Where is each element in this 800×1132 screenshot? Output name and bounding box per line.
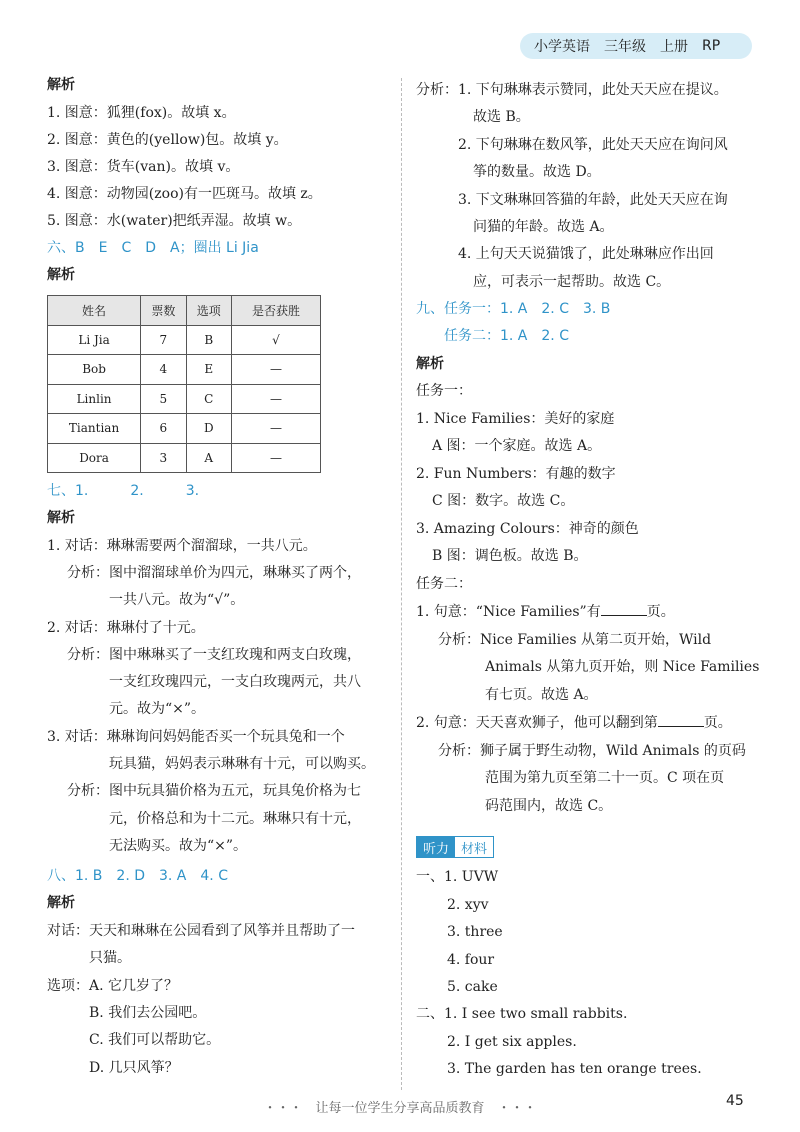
text-line: 3. The garden has ten orange trees. xyxy=(447,1061,702,1077)
table-row xyxy=(48,384,321,414)
text-line: 一、1. UVW xyxy=(416,869,499,885)
listening-material-badge xyxy=(416,836,494,858)
header-grade: 三年级 xyxy=(604,39,646,55)
table-cell: Tiantian xyxy=(48,414,141,444)
table-cell: — xyxy=(231,384,320,414)
table-cell: A xyxy=(186,443,231,473)
text-line: 对话：天天和琳琳在公园看到了风筝并且帮助了一 xyxy=(47,923,355,939)
section-heading: 解析 xyxy=(47,267,75,283)
text-line xyxy=(416,602,675,622)
question-text-end: 页。 xyxy=(703,715,732,731)
table-cell: — xyxy=(231,355,320,385)
question-text-end: 页。 xyxy=(646,604,675,620)
text-line: 2. 对话：琳琳付了十元。 xyxy=(47,620,205,636)
table-cell: — xyxy=(231,443,320,473)
text-line: 1. 图意：狐狸(fox)。故填 x。 xyxy=(47,105,236,121)
answer-line: 九、任务一：1. A 2. C 3. B xyxy=(416,301,611,317)
text-line: 码范围内，故选 C。 xyxy=(485,798,613,814)
answer-line: 八、1. B 2. D 3. A 4. C xyxy=(47,868,228,884)
table-row xyxy=(48,325,321,355)
text-line: 分析：1. 下句琳琳表示赞同，此处天天应在提议。 xyxy=(416,82,728,98)
table-header-cell: 姓名 xyxy=(48,296,141,326)
table-row xyxy=(48,355,321,385)
table-cell: Bob xyxy=(48,355,141,385)
header-badge xyxy=(520,33,752,59)
text-line: 4. 上句天天说猫饿了，此处琳琳应作出回 xyxy=(458,246,714,262)
section-heading: 解析 xyxy=(416,356,444,372)
table-cell: Li Jia xyxy=(48,325,141,355)
section-heading: 解析 xyxy=(47,510,75,526)
column-divider xyxy=(401,78,402,1090)
table-cell: 6 xyxy=(141,414,186,444)
text-line xyxy=(416,713,732,733)
text-line: 3. 对话：琳琳询问妈妈能否买一个玩具兔和一个 xyxy=(47,729,345,745)
answer-line: 任务二：1. A 2. C xyxy=(444,328,569,344)
text-line: 分析：图中玩具猫价格为五元，玩具兔价格为七 xyxy=(67,783,361,799)
answer-blank xyxy=(658,713,704,727)
table-header-cell: 票数 xyxy=(141,296,186,326)
table-row xyxy=(48,414,321,444)
table-header-cell: 选项 xyxy=(186,296,231,326)
text-line: 分析：图中溜溜球单价为四元，琳琳买了两个， xyxy=(67,565,361,581)
text-line: 一支红玫瑰四元，一支白玫瑰两元，共八 xyxy=(109,674,361,690)
table-cell: 4 xyxy=(141,355,186,385)
badge-material: 材料 xyxy=(455,837,493,857)
text-line: 应，可表示一起帮助。故选 C。 xyxy=(473,274,671,290)
answer-blank xyxy=(601,602,647,616)
text-line: 只猫。 xyxy=(89,950,131,966)
text-line: C. 我们可以帮助它。 xyxy=(89,1032,221,1048)
text-line: 分析：图中琳琳买了一支红玫瑰和两支白玫瑰， xyxy=(67,647,361,663)
text-line: 元。故为“×”。 xyxy=(109,701,206,717)
text-line: 玩具猫，妈妈表示琳琳有十元，可以购买。 xyxy=(109,756,375,772)
text-line: C 图：数字。故选 C。 xyxy=(432,493,575,509)
badge-listening: 听力 xyxy=(417,837,455,857)
text-line: 筝的数量。故选 D。 xyxy=(473,164,601,180)
text-line: 故选 B。 xyxy=(473,109,530,125)
text-line: 分析：狮子属于野生动物，Wild Animals 的页码 xyxy=(438,743,746,759)
text-line: Animals 从第九页开始，则 Nice Families xyxy=(485,659,760,675)
table-cell: 5 xyxy=(141,384,186,414)
text-line: 分析：Nice Families 从第二页开始，Wild xyxy=(438,632,712,648)
table-row xyxy=(48,443,321,473)
text-line: 选项：A. 它几岁了？ xyxy=(47,978,179,994)
text-line: 2. 下句琳琳在数风筝，此处天天应在询问风 xyxy=(458,137,728,153)
text-line: B. 我们去公园吧。 xyxy=(89,1005,207,1021)
text-line: 问猫的年龄。故选 A。 xyxy=(473,219,614,235)
header-volume: 上册 xyxy=(660,39,688,55)
text-line: 3. 图意：货车(van)。故填 v。 xyxy=(47,159,240,175)
header-subject: 小学英语 xyxy=(534,39,590,55)
text-line: 二、1. I see two small rabbits. xyxy=(416,1006,628,1022)
footer-slogan: ・・・ 让每一位学生分享高品质教育 ・・・ xyxy=(263,1101,537,1116)
table-cell: E xyxy=(186,355,231,385)
table-header-row xyxy=(48,296,321,326)
answer-line: 七、1. 2. 3. xyxy=(47,483,200,499)
text-line: 5. 图意：水(water)把纸弄湿。故填 w。 xyxy=(47,213,302,229)
answer-line: 六、B E C D A；圈出 Li Jia xyxy=(47,240,259,256)
text-line: A 图：一个家庭。故选 A。 xyxy=(432,438,602,454)
table-cell: 3 xyxy=(141,443,186,473)
text-line: 4. four xyxy=(447,952,495,968)
text-line: 2. 图意：黄色的(yellow)包。故填 y。 xyxy=(47,132,288,148)
text-line: 任务一： xyxy=(416,383,472,399)
text-line: 1. Nice Families：美好的家庭 xyxy=(416,411,615,427)
table-cell: — xyxy=(231,414,320,444)
table-cell: √ xyxy=(231,325,320,355)
text-line: D. 几只风筝？ xyxy=(89,1060,179,1076)
text-line: 2. Fun Numbers：有趣的数字 xyxy=(416,466,616,482)
text-line: B 图：调色板。故选 B。 xyxy=(432,548,588,564)
text-line: 4. 图意：动物园(zoo)有一匹斑马。故填 z。 xyxy=(47,186,322,202)
section-heading: 解析 xyxy=(47,77,75,93)
text-line: 任务二： xyxy=(416,576,472,592)
table-cell: Dora xyxy=(48,443,141,473)
text-line: 3. 下文琳琳回答猫的年龄，此处天天应在询 xyxy=(458,192,728,208)
question-text: 1. 句意：“Nice Families”有 xyxy=(416,604,601,620)
page-number: 45 xyxy=(726,1093,744,1109)
table-cell: 7 xyxy=(141,325,186,355)
header-edition: RP xyxy=(702,38,721,54)
text-line: 一共八元。故为“√”。 xyxy=(109,592,245,608)
table-cell: B xyxy=(186,325,231,355)
text-line: 3. Amazing Colours：神奇的颜色 xyxy=(416,521,639,537)
text-line: 1. 对话：琳琳需要两个溜溜球，一共八元。 xyxy=(47,538,317,554)
text-line: 2. I get six apples. xyxy=(447,1034,577,1050)
text-line: 范围为第九页至第二十一页。C 项在页 xyxy=(485,770,725,786)
text-line: 无法购买。故为“×”。 xyxy=(109,838,248,854)
table-cell: Linlin xyxy=(48,384,141,414)
text-line: 3. three xyxy=(447,924,503,940)
table-cell: D xyxy=(186,414,231,444)
question-text: 2. 句意：天天喜欢狮子，他可以翻到第 xyxy=(416,715,658,731)
table-header-cell: 是否获胜 xyxy=(231,296,320,326)
section-heading: 解析 xyxy=(47,895,75,911)
text-line: 2. xyv xyxy=(447,897,489,913)
text-line: 元，价格总和为十二元。琳琳只有十元， xyxy=(109,811,361,827)
table-cell: C xyxy=(186,384,231,414)
vote-table xyxy=(47,295,321,473)
text-line: 有七页。故选 A。 xyxy=(485,687,598,703)
text-line: 5. cake xyxy=(447,979,498,995)
